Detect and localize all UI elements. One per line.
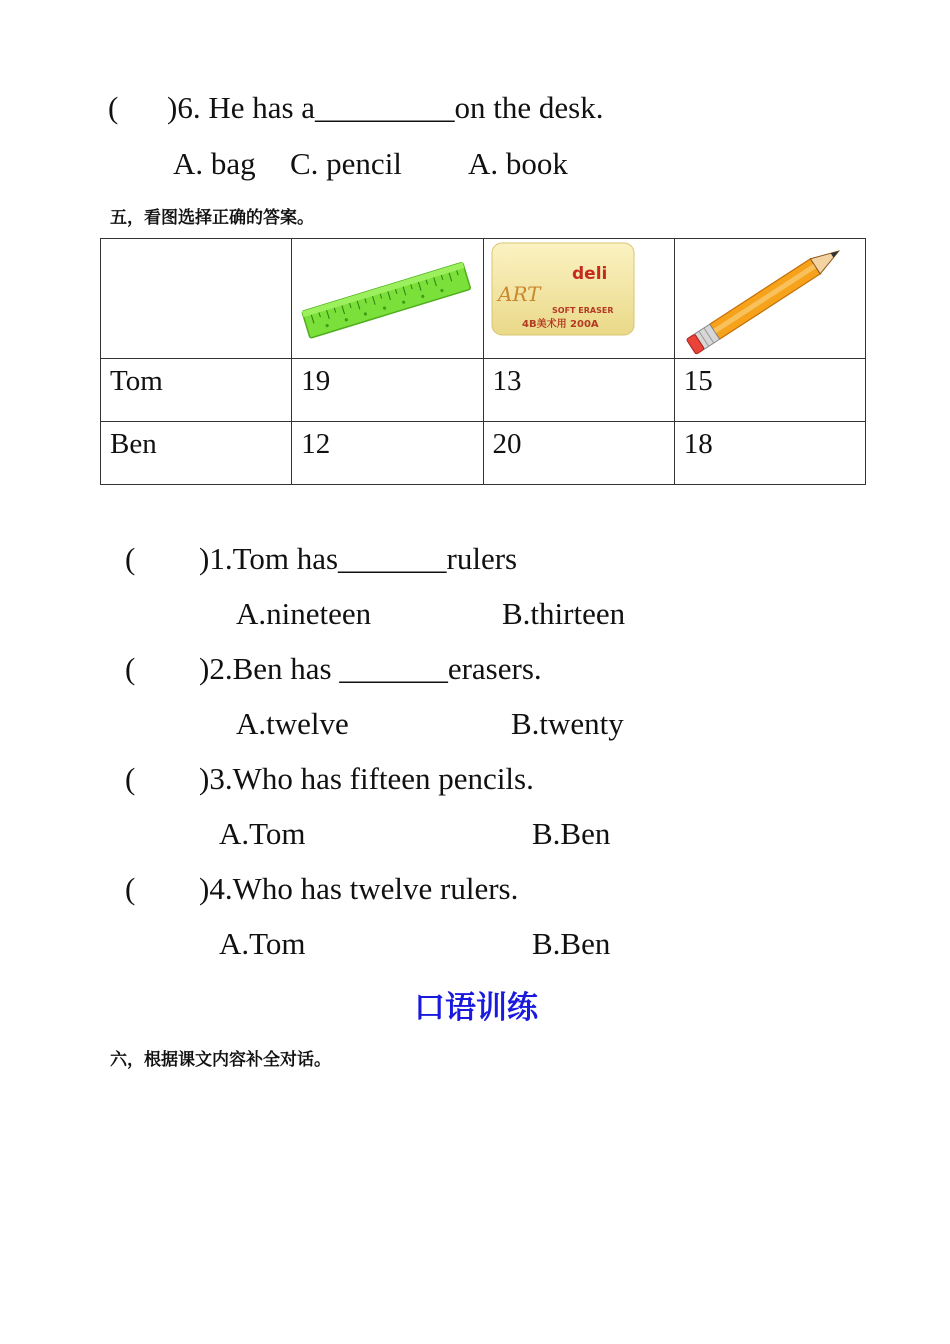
pencil-count: 18 [683, 428, 713, 460]
q6-option-c: C. pencil [290, 146, 402, 181]
q6-option-a: A. bag [173, 146, 256, 181]
question-1-stem: )1.Tom has_______rulers [199, 541, 518, 576]
eraser-line1: SOFT ERASER [551, 306, 613, 315]
eraser-line2: 4B美术用 200A [521, 319, 599, 330]
oral-training-title: 口语训练 [414, 990, 538, 1026]
row-name-cell [101, 422, 292, 485]
answer-paren: ( [125, 541, 136, 576]
table-corner-cell [101, 239, 292, 359]
table-cell [483, 422, 674, 485]
question-2-stem: )2.Ben has _______erasers. [199, 651, 542, 686]
row-name: Ben [110, 428, 157, 460]
q6-option-a2: A. book [468, 146, 568, 181]
ruler-count: 12 [301, 428, 331, 460]
section-5-heading: 五，看图选择正确的答案。 [110, 208, 314, 228]
table-image-row [101, 239, 866, 359]
eraser-icon [484, 239, 674, 358]
q4-option-a: A.Tom [219, 926, 306, 961]
q1-option-a: A.nineteen [236, 596, 372, 631]
table-cell [292, 359, 483, 422]
stationery-count-table [100, 238, 866, 485]
answer-paren: ( [108, 90, 119, 125]
table-row [101, 422, 866, 485]
answer-paren: ( [125, 651, 136, 686]
ruler-count: 19 [301, 365, 331, 397]
eraser-count: 13 [492, 365, 522, 397]
table-cell [483, 359, 674, 422]
q3-option-b: B.Ben [532, 816, 611, 851]
row-name-cell [101, 359, 292, 422]
answer-paren: ( [125, 761, 136, 796]
question-6-stem: )6. He has a_________on the desk. [167, 90, 604, 125]
ruler-cell [292, 239, 483, 359]
answer-paren: ( [125, 871, 136, 906]
q3-option-a: A.Tom [219, 816, 306, 851]
table-cell [674, 359, 865, 422]
table-cell [292, 422, 483, 485]
q2-option-a: A.twelve [236, 706, 349, 741]
question-3-stem: )3.Who has fifteen pencils. [199, 761, 534, 796]
eraser-count: 20 [492, 428, 522, 460]
q2-option-b: B.twenty [511, 706, 624, 741]
question-4-stem: )4.Who has twelve rulers. [199, 871, 519, 906]
table-row [101, 359, 866, 422]
pencil-cell [674, 239, 865, 359]
eraser-cell [483, 239, 674, 359]
row-name: Tom [110, 365, 163, 397]
section-6-heading: 六，根据课文内容补全对话。 [110, 1050, 331, 1070]
table-cell [674, 422, 865, 485]
eraser-brand: deli [571, 264, 607, 284]
pencil-count: 15 [683, 365, 713, 397]
ruler-icon [292, 239, 482, 358]
q4-option-b: B.Ben [532, 926, 611, 961]
pencil-icon [675, 239, 865, 358]
eraser-script: ART [497, 282, 540, 306]
q1-option-b: B.thirteen [502, 596, 626, 631]
